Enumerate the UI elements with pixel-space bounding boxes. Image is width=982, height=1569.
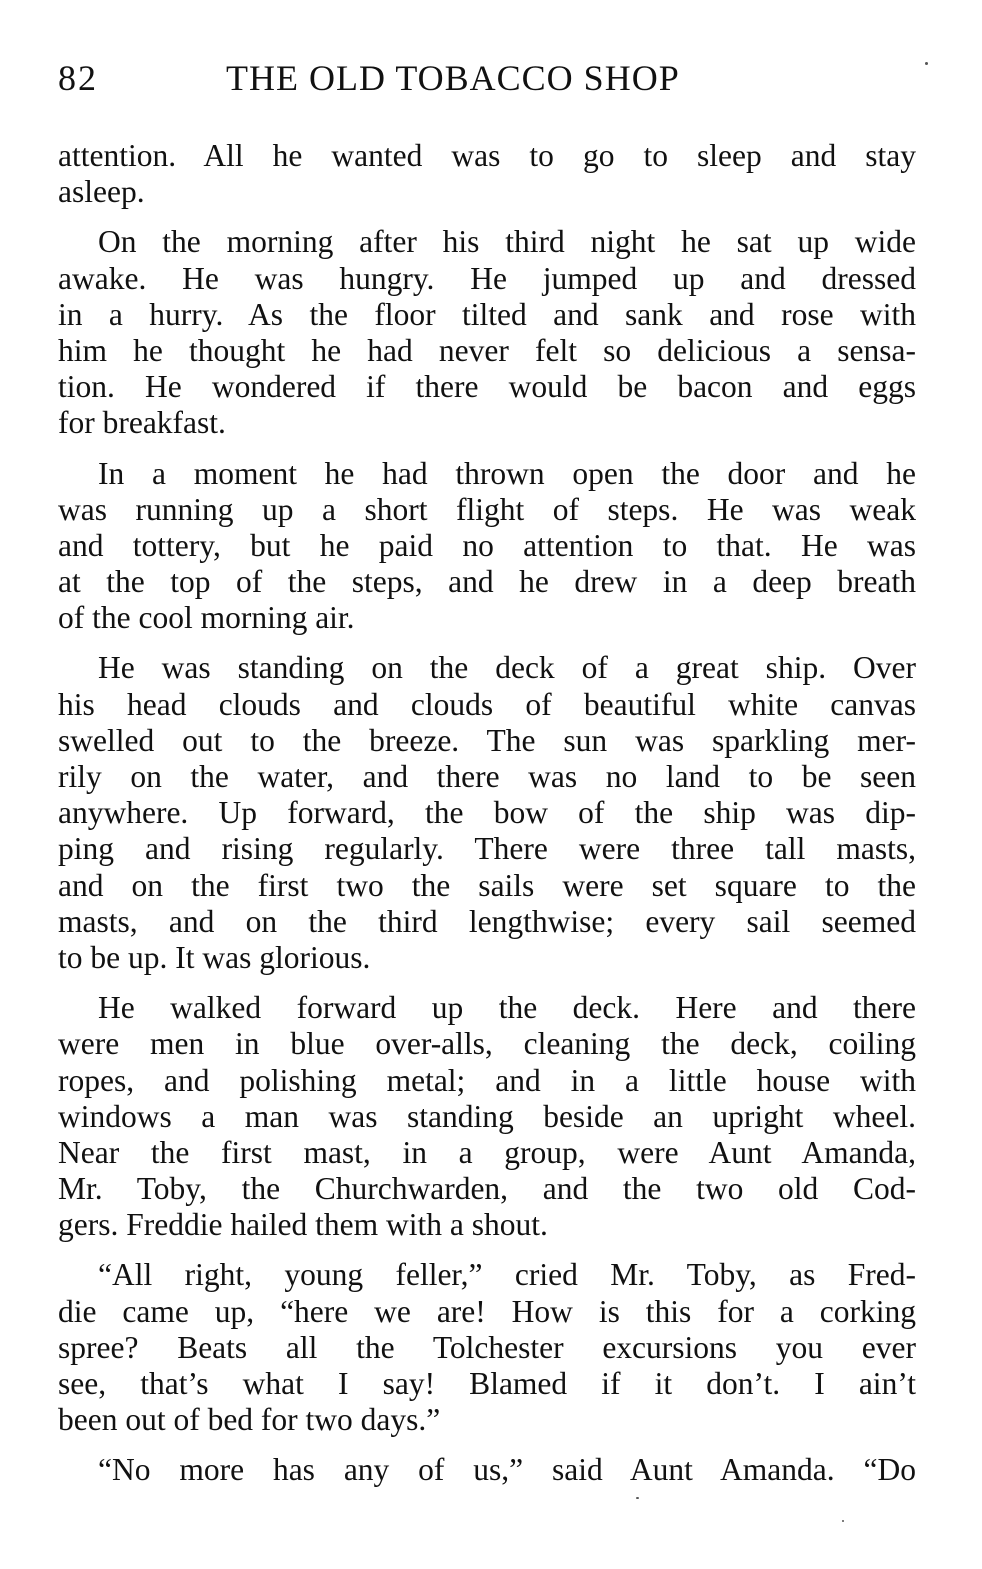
- text-line: Near the first mast, in a group, were Aunt Amanda,: [58, 1134, 916, 1170]
- text-line: Mr. Toby, the Churchwarden, and the two old Cod-: [58, 1171, 916, 1207]
- text-line: die came up, “here we are! How is this for a corking: [58, 1293, 916, 1329]
- running-title: THE OLD TOBACCO SHOP: [226, 58, 680, 98]
- paragraph: [58, 224, 916, 441]
- body-text: [58, 138, 916, 1489]
- page-number: 82: [58, 58, 98, 98]
- running-head: [58, 52, 916, 104]
- text-line: of the cool morning air.: [58, 600, 355, 636]
- text-line: at the top of the steps, and he drew in a deep breath: [58, 564, 916, 600]
- paragraph: [58, 650, 916, 976]
- text-line: windows a man was standing beside an upright wheel.: [58, 1098, 916, 1134]
- text-line: tion. He wondered if there would be bacon and eggs: [58, 369, 916, 405]
- text-line: “No more has any of us,” said Aunt Amanda. “Do: [98, 1452, 916, 1488]
- paragraph: [58, 1257, 916, 1438]
- text-line: spree? Beats all the Tolchester excursions you ever: [58, 1329, 916, 1365]
- text-line: On the morning after his third night he sat up wide: [98, 224, 916, 260]
- text-line: attention. All he wanted was to go to sleep and stay: [58, 138, 916, 173]
- text-line: masts, and on the third lengthwise; every sail seemed: [58, 903, 916, 939]
- text-line: He walked forward up the deck. Here and there: [98, 990, 916, 1026]
- paragraph: [58, 456, 916, 637]
- text-line: and tottery, but he paid no attention to that. He was: [58, 527, 916, 563]
- text-line: In a moment he had thrown open the door and he: [98, 455, 916, 491]
- print-speck: [636, 1497, 639, 1499]
- text-line: He was standing on the deck of a great ship. Over: [98, 650, 916, 686]
- paragraph: [58, 990, 916, 1243]
- text-line: ping and rising regularly. There were three tall masts,: [58, 831, 916, 867]
- text-line: been out of bed for two days.”: [58, 1402, 441, 1438]
- print-speck: [925, 62, 928, 65]
- text-line: swelled out to the breeze. The sun was sparkling mer-: [58, 722, 916, 758]
- text-line: see, that’s what I say! Blamed if it don’t. I ain’t: [58, 1366, 916, 1401]
- text-line: ropes, and polishing metal; and in a little house with: [58, 1062, 916, 1098]
- print-speck: [842, 1520, 844, 1522]
- text-line: gers. Freddie hailed them with a shout.: [58, 1207, 548, 1243]
- text-line: awake. He was hungry. He jumped up and dressed: [58, 260, 916, 296]
- text-line: asleep.: [58, 174, 145, 210]
- text-line: for breakfast.: [58, 405, 226, 441]
- book-page: [58, 52, 916, 1503]
- paragraph: [58, 138, 916, 210]
- text-line: was running up a short flight of steps. He was weak: [58, 491, 916, 527]
- text-line: were men in blue over-alls, cleaning the deck, coiling: [58, 1026, 916, 1062]
- paragraph: [58, 1452, 916, 1488]
- text-line: in a hurry. As the floor tilted and sank and rose with: [58, 296, 916, 332]
- text-line: anywhere. Up forward, the bow of the ship was dip-: [58, 795, 916, 831]
- text-line: to be up. It was glorious.: [58, 939, 371, 975]
- text-line: his head clouds and clouds of beautiful white canvas: [58, 686, 916, 722]
- text-line: rily on the water, and there was no land to be seen: [58, 759, 916, 794]
- text-line: “All right, young feller,” cried Mr. Toby, as Fred-: [98, 1257, 916, 1293]
- text-line: and on the first two the sails were set square to the: [58, 867, 916, 903]
- text-line: him he thought he had never felt so delicious a sensa-: [58, 332, 916, 368]
